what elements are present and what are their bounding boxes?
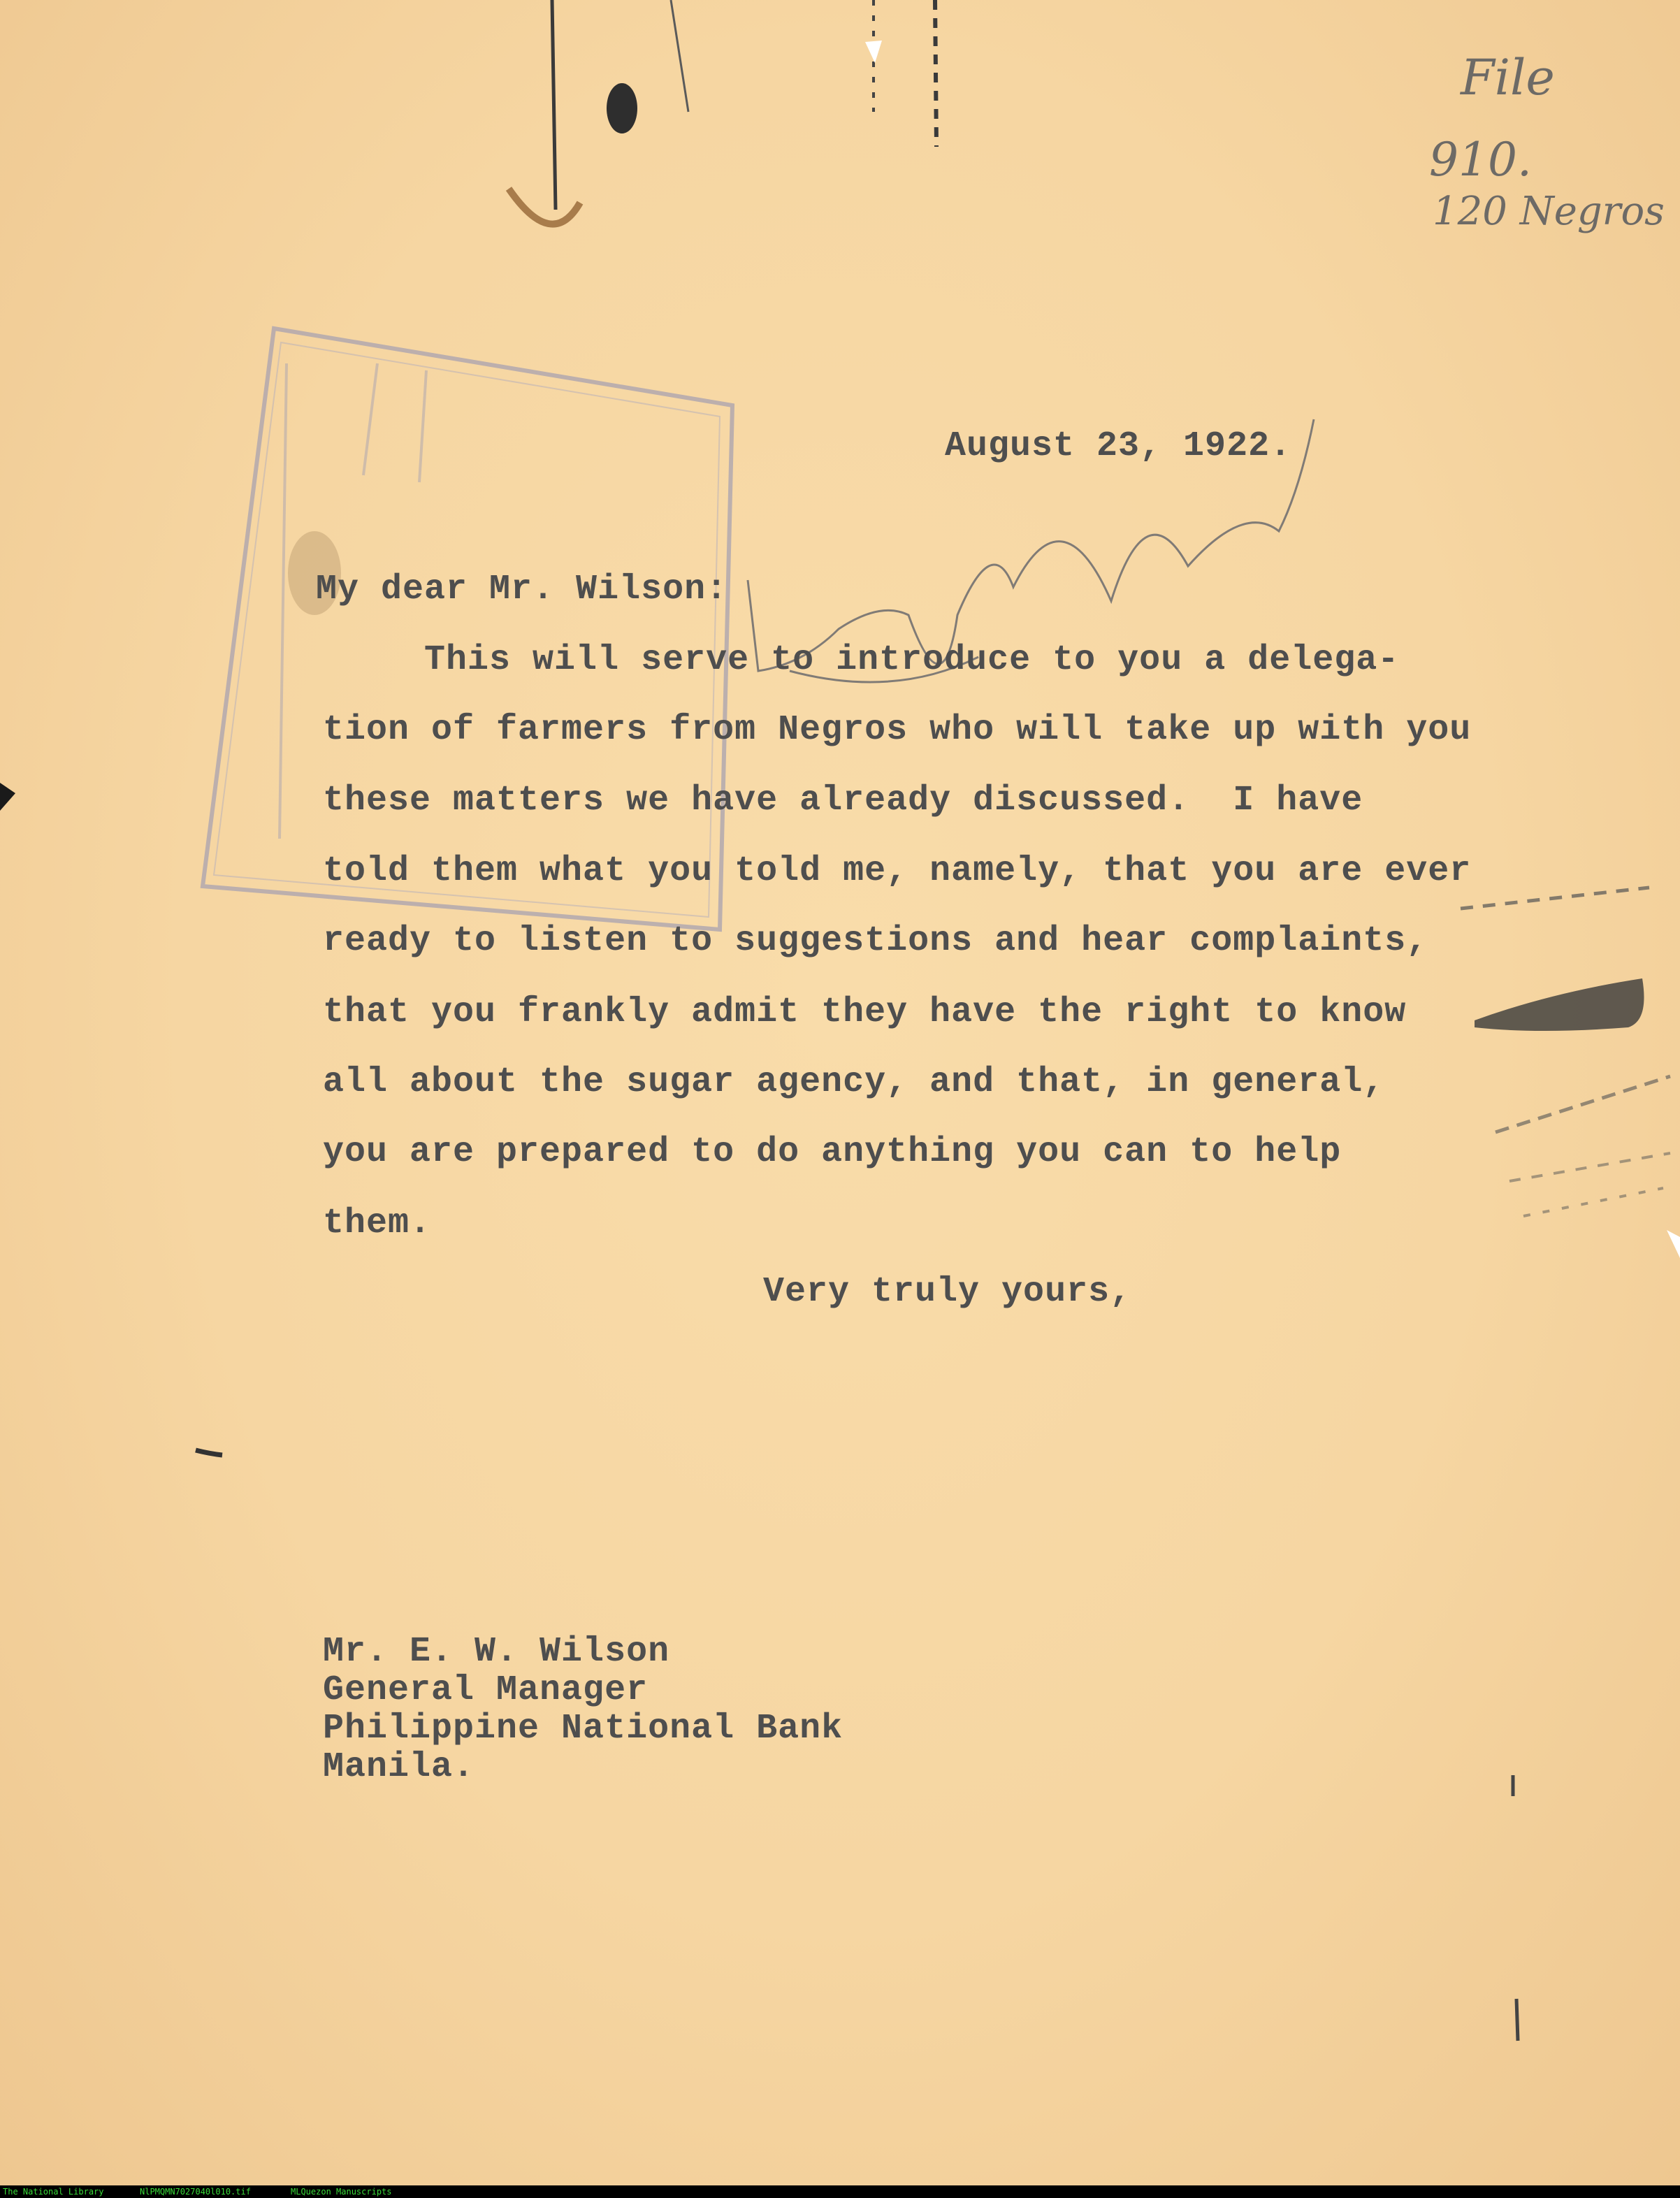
letter-closing: Very truly yours, bbox=[763, 1272, 1132, 1312]
body-line-3: these matters we have already discussed. I have bbox=[323, 781, 1363, 820]
file-annotation-line-2: 910. bbox=[1429, 133, 1532, 187]
body-line-7: all about the sugar agency, and that, in general, bbox=[323, 1062, 1385, 1102]
body-line-8: you are prepared to do anything you can to help bbox=[323, 1132, 1342, 1172]
body-line-5: ready to listen to suggestions and hear complaints, bbox=[323, 921, 1428, 961]
body-line-6: that you frankly admit they have the right to know bbox=[323, 992, 1407, 1032]
scan-footer bbox=[0, 2185, 1680, 2198]
address-line-2: General Manager bbox=[323, 1670, 649, 1710]
body-line-9: them. bbox=[323, 1203, 432, 1243]
footer-collection: MLQuezon Manuscripts bbox=[291, 2187, 392, 2197]
body-line-1: This will serve to introduce to you a delega- bbox=[316, 640, 1400, 680]
file-annotation-line-3: 120 Negros bbox=[1433, 189, 1665, 234]
body-line-2: tion of farmers from Negros who will take up with you bbox=[323, 710, 1472, 750]
footer-institution: The National Library bbox=[3, 2187, 104, 2197]
body-line-4: told them what you told me, namely, that you are ever bbox=[323, 851, 1472, 891]
file-annotation-line-1: File bbox=[1461, 49, 1555, 106]
letter-salutation: My dear Mr. Wilson: bbox=[316, 570, 728, 609]
address-line-1: Mr. E. W. Wilson bbox=[323, 1632, 670, 1672]
address-line-4: Manila. bbox=[323, 1747, 475, 1787]
letter-date: August 23, 1922. bbox=[945, 426, 1292, 466]
address-line-3: Philippine National Bank bbox=[323, 1709, 843, 1749]
footer-filename: NlPMQMN7027040l010.tif bbox=[140, 2187, 251, 2197]
